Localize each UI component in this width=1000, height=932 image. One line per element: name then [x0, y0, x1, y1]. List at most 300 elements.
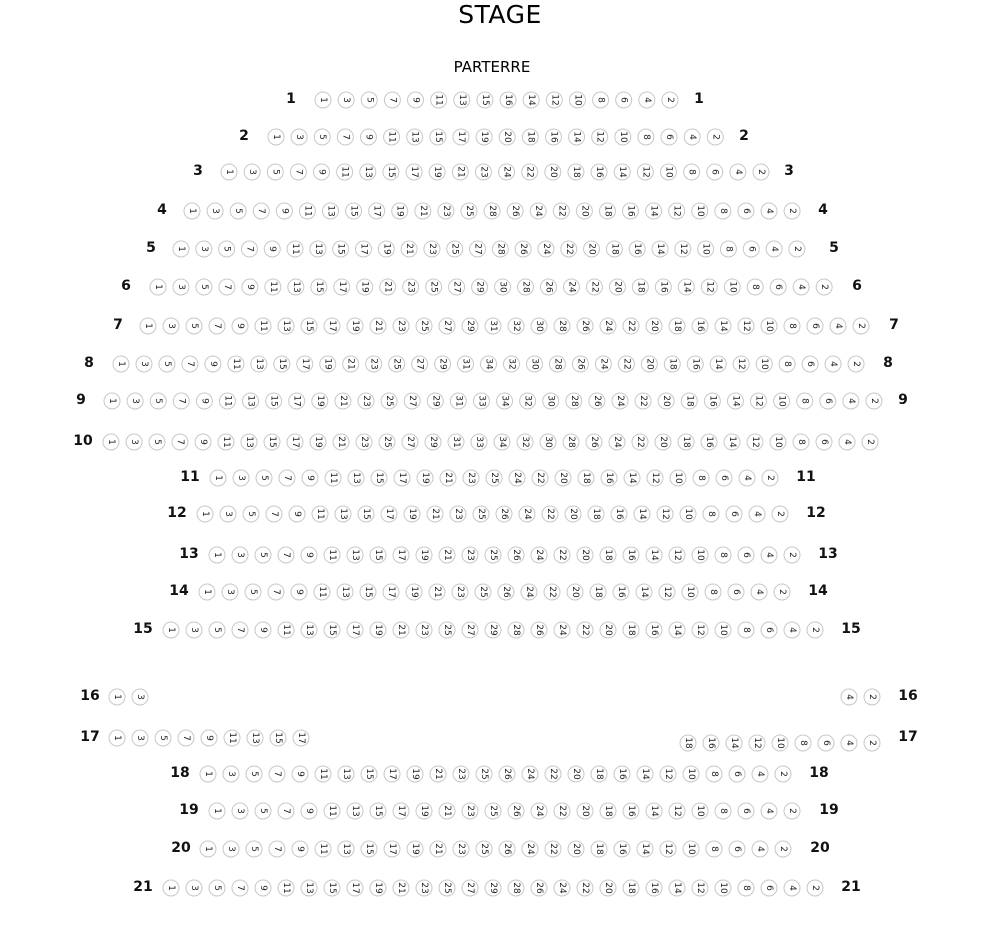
seat[interactable]: [407, 841, 423, 857]
seat[interactable]: [749, 506, 765, 522]
seat[interactable]: [728, 584, 744, 600]
seat[interactable]: [638, 129, 654, 145]
seat[interactable]: [756, 356, 772, 372]
seat[interactable]: [637, 841, 653, 857]
seat[interactable]: [715, 203, 731, 219]
seat[interactable]: [440, 470, 456, 486]
seat[interactable]: [241, 434, 257, 450]
seat[interactable]: [775, 766, 791, 782]
seat[interactable]: [476, 129, 492, 145]
seat[interactable]: [761, 203, 777, 219]
seat[interactable]: [632, 279, 648, 295]
seat[interactable]: [389, 356, 405, 372]
seat[interactable]: [255, 622, 271, 638]
seat[interactable]: [173, 393, 189, 409]
seat[interactable]: [324, 803, 340, 819]
seat[interactable]: [543, 393, 559, 409]
seat[interactable]: [278, 803, 294, 819]
seat[interactable]: [425, 434, 441, 450]
seat[interactable]: [652, 241, 668, 257]
seat[interactable]: [473, 393, 489, 409]
seat[interactable]: [393, 803, 409, 819]
seat[interactable]: [196, 393, 212, 409]
seat[interactable]: [347, 803, 363, 819]
seat[interactable]: [485, 547, 501, 563]
seat[interactable]: [244, 164, 260, 180]
seat[interactable]: [807, 880, 823, 896]
seat[interactable]: [660, 766, 676, 782]
seat[interactable]: [476, 841, 492, 857]
seat[interactable]: [738, 803, 754, 819]
seat[interactable]: [383, 164, 399, 180]
seat[interactable]: [439, 803, 455, 819]
seat[interactable]: [661, 129, 677, 145]
seat[interactable]: [392, 203, 408, 219]
seat[interactable]: [752, 766, 768, 782]
seat[interactable]: [475, 584, 491, 600]
seat[interactable]: [335, 506, 351, 522]
seat[interactable]: [554, 318, 570, 334]
seat[interactable]: [200, 841, 216, 857]
seat[interactable]: [312, 506, 328, 522]
seat[interactable]: [522, 164, 538, 180]
seat[interactable]: [807, 622, 823, 638]
seat[interactable]: [393, 880, 409, 896]
seat[interactable]: [356, 434, 372, 450]
seat[interactable]: [532, 470, 548, 486]
seat[interactable]: [569, 129, 585, 145]
seat[interactable]: [173, 241, 189, 257]
seat[interactable]: [784, 622, 800, 638]
seat[interactable]: [635, 393, 651, 409]
seat[interactable]: [289, 393, 305, 409]
seat[interactable]: [223, 841, 239, 857]
seat[interactable]: [449, 279, 465, 295]
seat[interactable]: [210, 470, 226, 486]
seat[interactable]: [683, 766, 699, 782]
seat[interactable]: [531, 622, 547, 638]
seat[interactable]: [186, 880, 202, 896]
seat[interactable]: [600, 803, 616, 819]
seat[interactable]: [624, 470, 640, 486]
seat[interactable]: [406, 584, 422, 600]
seat[interactable]: [380, 279, 396, 295]
seat[interactable]: [247, 730, 263, 746]
seat[interactable]: [219, 279, 235, 295]
seat[interactable]: [361, 841, 377, 857]
seat[interactable]: [784, 203, 800, 219]
seat[interactable]: [683, 841, 699, 857]
seat[interactable]: [864, 735, 880, 751]
seat[interactable]: [186, 318, 202, 334]
seat[interactable]: [519, 506, 535, 522]
seat[interactable]: [593, 92, 609, 108]
seat[interactable]: [753, 164, 769, 180]
seat[interactable]: [195, 434, 211, 450]
seat[interactable]: [567, 584, 583, 600]
seat[interactable]: [669, 318, 685, 334]
seat[interactable]: [492, 241, 508, 257]
seat[interactable]: [553, 203, 569, 219]
seat[interactable]: [784, 318, 800, 334]
seat[interactable]: [407, 129, 423, 145]
seat[interactable]: [393, 547, 409, 563]
seat[interactable]: [530, 203, 546, 219]
seat[interactable]: [462, 622, 478, 638]
seat[interactable]: [347, 547, 363, 563]
seat[interactable]: [609, 279, 625, 295]
seat[interactable]: [370, 880, 386, 896]
seat[interactable]: [310, 241, 326, 257]
seat[interactable]: [408, 92, 424, 108]
seat[interactable]: [611, 506, 627, 522]
seat[interactable]: [209, 622, 225, 638]
seat[interactable]: [274, 356, 290, 372]
seat[interactable]: [664, 356, 680, 372]
seat[interactable]: [522, 841, 538, 857]
seat[interactable]: [820, 393, 836, 409]
seat[interactable]: [531, 803, 547, 819]
seat[interactable]: [647, 470, 663, 486]
seat[interactable]: [370, 803, 386, 819]
seat[interactable]: [601, 470, 617, 486]
seat[interactable]: [729, 841, 745, 857]
seat[interactable]: [540, 434, 556, 450]
seat[interactable]: [707, 129, 723, 145]
seat[interactable]: [407, 766, 423, 782]
seat[interactable]: [150, 279, 166, 295]
seat[interactable]: [540, 279, 556, 295]
seat[interactable]: [246, 841, 262, 857]
seat[interactable]: [264, 434, 280, 450]
seat[interactable]: [542, 506, 558, 522]
seat[interactable]: [646, 803, 662, 819]
seat[interactable]: [521, 584, 537, 600]
seat[interactable]: [692, 880, 708, 896]
seat[interactable]: [291, 584, 307, 600]
seat[interactable]: [692, 547, 708, 563]
seat[interactable]: [312, 393, 328, 409]
seat[interactable]: [232, 622, 248, 638]
seat[interactable]: [424, 241, 440, 257]
seat[interactable]: [429, 584, 445, 600]
seat[interactable]: [577, 547, 593, 563]
seat[interactable]: [515, 241, 531, 257]
seat[interactable]: [221, 164, 237, 180]
seat[interactable]: [178, 730, 194, 746]
seat[interactable]: [774, 584, 790, 600]
seat[interactable]: [348, 470, 364, 486]
seat[interactable]: [565, 506, 581, 522]
seat[interactable]: [658, 393, 674, 409]
seat[interactable]: [430, 129, 446, 145]
seat[interactable]: [766, 241, 782, 257]
seat[interactable]: [278, 622, 294, 638]
seat[interactable]: [613, 584, 629, 600]
seat[interactable]: [623, 803, 639, 819]
seat[interactable]: [299, 203, 315, 219]
seat[interactable]: [412, 356, 428, 372]
seat[interactable]: [463, 470, 479, 486]
seat[interactable]: [109, 730, 125, 746]
seat[interactable]: [314, 164, 330, 180]
seat[interactable]: [292, 766, 308, 782]
seat[interactable]: [569, 92, 585, 108]
seat[interactable]: [173, 279, 189, 295]
seat[interactable]: [334, 279, 350, 295]
seat[interactable]: [684, 129, 700, 145]
seat[interactable]: [839, 434, 855, 450]
seat[interactable]: [218, 434, 234, 450]
seat[interactable]: [775, 841, 791, 857]
seat[interactable]: [520, 393, 536, 409]
seat[interactable]: [293, 730, 309, 746]
seat[interactable]: [612, 393, 628, 409]
seat[interactable]: [730, 164, 746, 180]
seat[interactable]: [325, 470, 341, 486]
seat[interactable]: [276, 203, 292, 219]
seat[interactable]: [784, 547, 800, 563]
seat[interactable]: [738, 547, 754, 563]
seat[interactable]: [701, 279, 717, 295]
seat[interactable]: [616, 92, 632, 108]
seat[interactable]: [724, 279, 740, 295]
seat[interactable]: [452, 584, 468, 600]
seat[interactable]: [370, 622, 386, 638]
seat[interactable]: [209, 318, 225, 334]
seat[interactable]: [431, 92, 447, 108]
seat[interactable]: [462, 547, 478, 563]
seat[interactable]: [522, 766, 538, 782]
seat[interactable]: [439, 622, 455, 638]
seat[interactable]: [545, 129, 561, 145]
seat[interactable]: [518, 279, 534, 295]
seat[interactable]: [682, 584, 698, 600]
seat[interactable]: [219, 393, 235, 409]
seat[interactable]: [577, 622, 593, 638]
seat[interactable]: [201, 730, 217, 746]
seat[interactable]: [544, 584, 560, 600]
seat[interactable]: [232, 803, 248, 819]
seat[interactable]: [680, 506, 696, 522]
seat[interactable]: [761, 318, 777, 334]
seat[interactable]: [659, 584, 675, 600]
seat[interactable]: [793, 434, 809, 450]
seat[interactable]: [486, 470, 502, 486]
seat[interactable]: [629, 241, 645, 257]
seat[interactable]: [450, 506, 466, 522]
seat[interactable]: [841, 735, 857, 751]
seat[interactable]: [315, 92, 331, 108]
seat[interactable]: [103, 434, 119, 450]
seat[interactable]: [485, 622, 501, 638]
seat[interactable]: [343, 356, 359, 372]
seat[interactable]: [209, 547, 225, 563]
seat[interactable]: [140, 318, 156, 334]
seat[interactable]: [401, 241, 417, 257]
seat[interactable]: [223, 766, 239, 782]
seat[interactable]: [311, 279, 327, 295]
seat[interactable]: [219, 241, 235, 257]
seat[interactable]: [591, 766, 607, 782]
seat[interactable]: [692, 203, 708, 219]
seat[interactable]: [614, 164, 630, 180]
seat[interactable]: [703, 506, 719, 522]
seat[interactable]: [159, 356, 175, 372]
seat[interactable]: [588, 506, 604, 522]
seat[interactable]: [415, 203, 431, 219]
seat[interactable]: [747, 279, 763, 295]
seat[interactable]: [301, 622, 317, 638]
seat[interactable]: [314, 584, 330, 600]
seat[interactable]: [461, 203, 477, 219]
seat[interactable]: [600, 547, 616, 563]
seat[interactable]: [498, 584, 514, 600]
seat[interactable]: [853, 318, 869, 334]
seat[interactable]: [476, 766, 492, 782]
seat[interactable]: [789, 241, 805, 257]
seat[interactable]: [517, 434, 533, 450]
seat[interactable]: [692, 803, 708, 819]
seat[interactable]: [448, 434, 464, 450]
seat[interactable]: [301, 547, 317, 563]
seat[interactable]: [706, 766, 722, 782]
seat[interactable]: [450, 393, 466, 409]
seat[interactable]: [606, 241, 622, 257]
seat[interactable]: [538, 241, 554, 257]
seat[interactable]: [669, 880, 685, 896]
seat[interactable]: [402, 434, 418, 450]
seat[interactable]: [315, 841, 331, 857]
seat[interactable]: [383, 584, 399, 600]
seat[interactable]: [657, 506, 673, 522]
seat[interactable]: [127, 393, 143, 409]
seat[interactable]: [430, 766, 446, 782]
seat[interactable]: [384, 841, 400, 857]
seat[interactable]: [439, 318, 455, 334]
seat[interactable]: [715, 547, 731, 563]
seat[interactable]: [269, 841, 285, 857]
seat[interactable]: [462, 880, 478, 896]
seat[interactable]: [600, 880, 616, 896]
seat[interactable]: [508, 803, 524, 819]
seat[interactable]: [268, 129, 284, 145]
seat[interactable]: [267, 164, 283, 180]
seat[interactable]: [150, 393, 166, 409]
seat[interactable]: [256, 470, 272, 486]
seat[interactable]: [704, 393, 720, 409]
seat[interactable]: [634, 506, 650, 522]
seat[interactable]: [361, 92, 377, 108]
seat[interactable]: [669, 203, 685, 219]
seat[interactable]: [266, 393, 282, 409]
seat[interactable]: [358, 506, 374, 522]
seat[interactable]: [743, 241, 759, 257]
seat[interactable]: [337, 164, 353, 180]
seat[interactable]: [623, 880, 639, 896]
seat[interactable]: [761, 880, 777, 896]
seat[interactable]: [429, 164, 445, 180]
seat[interactable]: [545, 766, 561, 782]
seat[interactable]: [586, 279, 602, 295]
seat[interactable]: [578, 470, 594, 486]
seat[interactable]: [862, 434, 878, 450]
seat[interactable]: [347, 622, 363, 638]
seat[interactable]: [371, 470, 387, 486]
seat[interactable]: [507, 203, 523, 219]
seat[interactable]: [132, 730, 148, 746]
seat[interactable]: [265, 279, 281, 295]
seat[interactable]: [841, 689, 857, 705]
seat[interactable]: [172, 434, 188, 450]
seat[interactable]: [545, 841, 561, 857]
seat[interactable]: [623, 203, 639, 219]
seat[interactable]: [384, 766, 400, 782]
seat[interactable]: [470, 241, 486, 257]
seat[interactable]: [291, 129, 307, 145]
seat[interactable]: [266, 506, 282, 522]
seat[interactable]: [270, 730, 286, 746]
seat[interactable]: [360, 164, 376, 180]
seat[interactable]: [784, 880, 800, 896]
seat[interactable]: [752, 841, 768, 857]
seat[interactable]: [761, 547, 777, 563]
seat[interactable]: [228, 356, 244, 372]
seat[interactable]: [738, 203, 754, 219]
seat[interactable]: [264, 241, 280, 257]
seat[interactable]: [576, 203, 592, 219]
seat[interactable]: [577, 803, 593, 819]
seat[interactable]: [738, 880, 754, 896]
seat[interactable]: [864, 689, 880, 705]
seat[interactable]: [220, 506, 236, 522]
seat[interactable]: [394, 470, 410, 486]
seat[interactable]: [623, 547, 639, 563]
seat[interactable]: [599, 203, 615, 219]
seat[interactable]: [381, 506, 397, 522]
seat[interactable]: [430, 841, 446, 857]
seat[interactable]: [600, 622, 616, 638]
seat[interactable]: [784, 803, 800, 819]
seat[interactable]: [802, 356, 818, 372]
seat[interactable]: [149, 434, 165, 450]
seat[interactable]: [205, 356, 221, 372]
seat[interactable]: [453, 129, 469, 145]
seat[interactable]: [379, 434, 395, 450]
seat[interactable]: [739, 470, 755, 486]
seat[interactable]: [268, 584, 284, 600]
seat[interactable]: [302, 470, 318, 486]
seat[interactable]: [636, 584, 652, 600]
seat[interactable]: [729, 766, 745, 782]
seat[interactable]: [347, 318, 363, 334]
seat[interactable]: [747, 434, 763, 450]
seat[interactable]: [404, 393, 420, 409]
seat[interactable]: [554, 803, 570, 819]
seat[interactable]: [333, 241, 349, 257]
seat[interactable]: [472, 279, 488, 295]
seat[interactable]: [233, 470, 249, 486]
seat[interactable]: [403, 279, 419, 295]
seat[interactable]: [278, 547, 294, 563]
seat[interactable]: [720, 241, 736, 257]
seat[interactable]: [242, 279, 258, 295]
seat[interactable]: [196, 241, 212, 257]
seat[interactable]: [232, 880, 248, 896]
seat[interactable]: [347, 880, 363, 896]
seat[interactable]: [495, 279, 511, 295]
seat[interactable]: [816, 434, 832, 450]
